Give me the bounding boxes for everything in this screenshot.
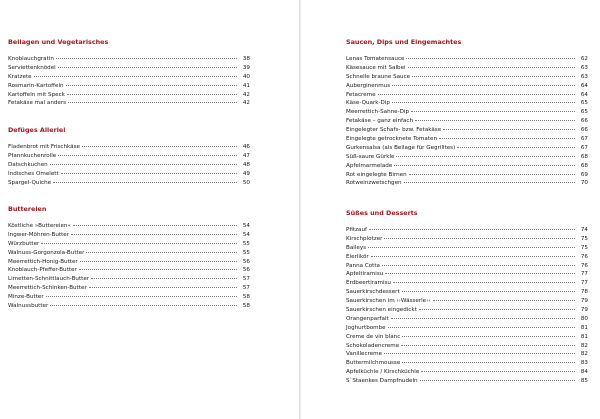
toc-entry <box>346 262 588 271</box>
entry-page-number: 69 <box>580 171 588 178</box>
dot-leader <box>404 182 575 183</box>
dot-leader <box>409 174 575 175</box>
entry-label: Kartoffeln mit Speck <box>8 91 65 98</box>
entry-page-number: 42 <box>242 100 250 107</box>
entry-label: Käse-Quark-Dip <box>346 100 390 107</box>
dot-leader <box>393 282 575 283</box>
toc-entry <box>8 161 250 170</box>
entry-label: Meerrettich-Schinken-Butter <box>8 285 87 292</box>
dot-leader <box>371 256 575 257</box>
entry-page-number: 56 <box>242 258 250 265</box>
dot-leader <box>46 296 237 297</box>
toc-entry <box>346 377 588 386</box>
toc-entry <box>346 226 588 235</box>
entry-label: S`Staenkes Dampfnudeln <box>346 378 418 385</box>
entry-list <box>8 55 250 108</box>
dot-leader <box>396 156 575 157</box>
toc-entry <box>346 73 588 82</box>
dot-leader <box>369 229 575 230</box>
dot-leader <box>384 238 575 239</box>
entry-label: Gurkensalsa (als Beilage für Gegrilltes) <box>346 144 456 151</box>
dot-leader <box>402 291 575 292</box>
entry-page-number: 58 <box>242 303 250 310</box>
entry-page-number: 67 <box>580 144 588 151</box>
section-title: Buttereien <box>8 205 47 213</box>
entry-page-number: 57 <box>242 285 250 292</box>
section-title: Süßes und Desserts <box>346 209 418 217</box>
left-page <box>0 0 299 419</box>
dot-leader <box>388 327 575 328</box>
entry-label: Lenas Tomatensauce <box>346 56 405 62</box>
dot-leader <box>34 76 237 77</box>
toc-entry <box>346 306 588 315</box>
entry-label: Schnelle braune Sauce <box>346 73 411 80</box>
entry-page-number: 79 <box>580 298 588 305</box>
entry-page-number: 54 <box>242 231 250 238</box>
toc-entry <box>8 170 250 179</box>
toc-entry <box>346 99 588 108</box>
toc-entry <box>346 324 588 333</box>
entry-page-number: 58 <box>242 294 250 301</box>
dot-leader <box>391 318 575 319</box>
entry-page-number: 79 <box>580 307 588 314</box>
section-title: Beilagen und Vegetarisches <box>8 38 109 46</box>
entry-label: Eingelegte getrocknete Tomaten <box>346 136 438 143</box>
entry-label: Serviettenknödel <box>8 64 56 71</box>
dot-leader <box>457 147 575 148</box>
toc-entry <box>8 302 250 311</box>
dot-leader <box>385 273 575 274</box>
entry-label: Minze-Butter <box>8 294 44 301</box>
dot-leader <box>73 225 237 226</box>
entry-label: Panna Cotta <box>346 262 380 269</box>
entry-page-number: 55 <box>242 240 250 247</box>
dot-leader <box>80 261 237 262</box>
entry-label: Apfelküchle / Kirschküchle <box>346 369 420 376</box>
dot-leader <box>67 94 237 95</box>
dot-leader <box>50 305 237 306</box>
entry-page-number: 77 <box>580 271 588 278</box>
entry-page-number: 81 <box>580 333 588 340</box>
entry-page-number: 67 <box>580 136 588 143</box>
dot-leader <box>82 146 237 147</box>
toc-entry <box>346 297 588 306</box>
toc-entry <box>346 315 588 324</box>
dot-leader <box>394 165 575 166</box>
entry-page-number: 63 <box>580 73 588 80</box>
toc-entry <box>8 266 250 275</box>
toc-entry <box>8 82 250 91</box>
entry-page-number: 55 <box>242 249 250 256</box>
toc-entry <box>346 179 588 188</box>
entry-page-number: 65 <box>580 100 588 107</box>
entry-page-number: 66 <box>580 127 588 134</box>
entry-page-number: 78 <box>580 289 588 296</box>
dot-leader <box>392 102 575 103</box>
entry-label: Knoblauchgratin <box>8 56 54 62</box>
toc-entry <box>346 108 588 117</box>
dot-leader <box>421 371 575 372</box>
dot-leader <box>406 58 575 59</box>
entry-page-number: 76 <box>580 262 588 269</box>
dot-leader <box>401 345 575 346</box>
toc-entry <box>8 258 250 267</box>
dot-leader <box>58 155 237 156</box>
dot-leader <box>378 94 575 95</box>
entry-label: Schokoladencreme <box>346 342 400 349</box>
entry-label: Sauerkirschdessert <box>346 289 400 296</box>
entry-page-number: 40 <box>242 73 250 80</box>
entry-label: Creme de vin blanc <box>346 333 401 340</box>
entry-page-number: 82 <box>580 342 588 349</box>
section-title: Saucen, Dips und Eingemachtes <box>346 38 462 46</box>
entry-page-number: 47 <box>242 152 250 159</box>
entry-label: Pfannkuchenrolle <box>8 152 57 159</box>
entry-page-number: 62 <box>580 56 588 62</box>
entry-page-number: 70 <box>580 180 588 187</box>
section-title: Defüges Allerlei <box>8 126 66 134</box>
toc-entry <box>346 359 588 368</box>
dot-leader <box>384 353 575 354</box>
entry-label: Vanillecreme <box>346 351 383 358</box>
dot-leader <box>41 243 237 244</box>
toc-section-saucen <box>346 38 588 188</box>
toc-entry <box>346 253 588 262</box>
dot-leader <box>71 234 237 235</box>
right-page <box>301 0 600 419</box>
entry-page-number: 75 <box>580 235 588 242</box>
entry-page-number: 65 <box>580 109 588 116</box>
dot-leader <box>439 138 575 139</box>
entry-label: Fetakäse – ganz einfach <box>346 118 414 125</box>
toc-entry <box>8 91 250 100</box>
entry-label: Apfelmarmelade <box>346 162 393 169</box>
entry-page-number: 84 <box>580 369 588 376</box>
entry-page-number: 42 <box>242 91 250 98</box>
entry-page-number: 68 <box>580 162 588 169</box>
toc-entry <box>8 73 250 82</box>
entry-label: Ingwer-Möhren-Butter <box>8 231 70 238</box>
entry-label: Erdbeertiramisu <box>346 280 391 287</box>
dot-leader <box>368 247 575 248</box>
dot-leader <box>411 111 575 112</box>
entry-page-number: 49 <box>242 170 250 177</box>
entry-page-number: 75 <box>580 244 588 251</box>
entry-page-number: 80 <box>580 315 588 322</box>
entry-label: Walnussbutter <box>8 303 49 310</box>
toc-entry <box>346 279 588 288</box>
dot-leader <box>66 85 237 86</box>
entry-label: Knoblauch-Pfeffer-Butter <box>8 267 77 274</box>
toc-entry <box>346 55 588 64</box>
toc-entry <box>346 270 588 279</box>
dot-leader <box>68 102 237 103</box>
dot-leader <box>420 380 575 381</box>
entry-label: Walnuss-Gorgonzola-Butter <box>8 249 85 256</box>
dot-leader <box>79 269 237 270</box>
toc-entry <box>346 235 588 244</box>
entry-label: Pfitzauf <box>346 227 367 233</box>
dot-leader <box>91 278 237 279</box>
toc-entry <box>8 284 250 293</box>
toc-entry <box>346 135 588 144</box>
toc-entry <box>8 99 250 108</box>
entry-label: Kirschplotzer <box>346 235 383 242</box>
entry-label: Spargel-Quiche <box>8 179 52 186</box>
entry-page-number: 50 <box>242 179 250 186</box>
entry-page-number: 57 <box>242 276 250 283</box>
entry-page-number: 74 <box>580 227 588 233</box>
entry-label: Würzbutter <box>8 240 40 247</box>
toc-entry <box>346 244 588 253</box>
entry-page-number: 66 <box>580 118 588 125</box>
entry-page-number: 85 <box>580 378 588 385</box>
entry-label: Indisches Omelett <box>8 170 59 177</box>
entry-label: Köstliche »Buttereien« <box>8 223 71 229</box>
toc-entry <box>346 288 588 297</box>
entry-label: Orangenparfait <box>346 315 389 322</box>
toc-entry <box>346 350 588 359</box>
entry-label: Datschkuchen <box>8 161 48 168</box>
entry-label: Fladenbrot mit Frischkäse <box>8 144 80 150</box>
entry-page-number: 82 <box>580 351 588 358</box>
toc-entry <box>8 293 250 302</box>
entry-page-number: 63 <box>580 64 588 71</box>
entry-page-number: 83 <box>580 360 588 367</box>
toc-entry <box>8 240 250 249</box>
toc-entry <box>8 275 250 284</box>
entry-page-number: 64 <box>580 91 588 98</box>
toc-entry <box>8 231 250 240</box>
dot-leader <box>61 173 237 174</box>
entry-label: Eingelegter Schafs- bzw. Fetakäse <box>346 127 442 134</box>
toc-entry <box>346 126 588 135</box>
dot-leader <box>402 336 575 337</box>
entry-page-number: 48 <box>242 161 250 168</box>
toc-entry <box>346 162 588 171</box>
toc-entry <box>8 55 250 64</box>
dot-leader <box>58 67 237 68</box>
entry-page-number: 64 <box>580 82 588 89</box>
entry-page-number: 46 <box>242 144 250 150</box>
dot-leader <box>53 182 237 183</box>
entry-page-number: 77 <box>580 280 588 287</box>
dot-leader <box>89 287 237 288</box>
entry-label: Rotweinzwetschgen <box>346 180 402 187</box>
toc-section-buttereien <box>8 205 250 311</box>
dot-leader <box>402 362 575 363</box>
toc-entry <box>346 333 588 342</box>
toc-section-allerlei <box>8 126 250 187</box>
entry-label: Auberginenmus <box>346 82 391 89</box>
entry-page-number: 54 <box>242 223 250 229</box>
entry-list <box>346 55 588 188</box>
entry-page-number: 81 <box>580 324 588 331</box>
dot-leader <box>56 58 237 59</box>
entry-page-number: 38 <box>242 56 250 62</box>
entry-label: Joghurtbombe <box>346 324 386 331</box>
toc-entry <box>8 64 250 73</box>
dot-leader <box>392 85 575 86</box>
entry-label: Apfeltiramisu <box>346 271 384 278</box>
toc-entry <box>346 82 588 91</box>
toc-entry <box>346 342 588 351</box>
dot-leader <box>443 129 575 130</box>
toc-entry <box>8 143 250 152</box>
dot-leader <box>419 309 575 310</box>
dot-leader <box>415 120 575 121</box>
toc-entry <box>8 222 250 231</box>
entry-label: Rot eingelegte Birnen <box>346 171 407 178</box>
toc-entry <box>8 179 250 188</box>
entry-label: Süß-saure Gürkle <box>346 153 395 160</box>
entry-label: Käsesauce mit Salbei <box>346 64 406 71</box>
entry-label: Limetten-Schnittlauch-Butter <box>8 276 90 283</box>
entry-list <box>8 222 250 311</box>
entry-page-number: 39 <box>242 64 250 71</box>
dot-leader <box>412 76 575 77</box>
toc-entry <box>8 152 250 161</box>
entry-label: Meerrettich-Sahne-Dip <box>346 109 410 116</box>
dot-leader <box>86 252 237 253</box>
entry-label: Eierlikör <box>346 253 369 260</box>
toc-section-beilagen <box>8 38 250 108</box>
entry-label: Fetacreme <box>346 91 376 98</box>
entry-label: Baileys <box>346 244 367 251</box>
dot-leader <box>408 67 575 68</box>
dot-leader <box>382 265 575 266</box>
toc-entry <box>346 171 588 180</box>
toc-entry <box>346 368 588 377</box>
entry-label: Buttermilchmousse <box>346 360 401 367</box>
entry-list <box>8 143 250 187</box>
entry-page-number: 76 <box>580 253 588 260</box>
toc-entry <box>346 153 588 162</box>
toc-entry <box>346 117 588 126</box>
entry-page-number: 68 <box>580 153 588 160</box>
dot-leader <box>50 164 237 165</box>
entry-label: Sauerkirschen eingedickt <box>346 307 417 314</box>
toc-entry <box>346 64 588 73</box>
toc-section-suesses <box>346 209 588 386</box>
dot-leader <box>433 300 575 301</box>
toc-entry <box>346 91 588 100</box>
entry-list <box>346 226 588 386</box>
entry-label: Fetakäse mal anders <box>8 100 67 107</box>
entry-label: Rosmarin-Kartoffeln <box>8 82 64 89</box>
entry-label: Kratzete <box>8 73 32 80</box>
entry-label: Meerrettich-Honig-Butter <box>8 258 78 265</box>
entry-page-number: 41 <box>242 82 250 89</box>
entry-page-number: 56 <box>242 267 250 274</box>
entry-label: Sauerkirschen im ››Wässerle‹‹ <box>346 298 431 305</box>
toc-entry <box>8 249 250 258</box>
toc-entry <box>346 144 588 153</box>
